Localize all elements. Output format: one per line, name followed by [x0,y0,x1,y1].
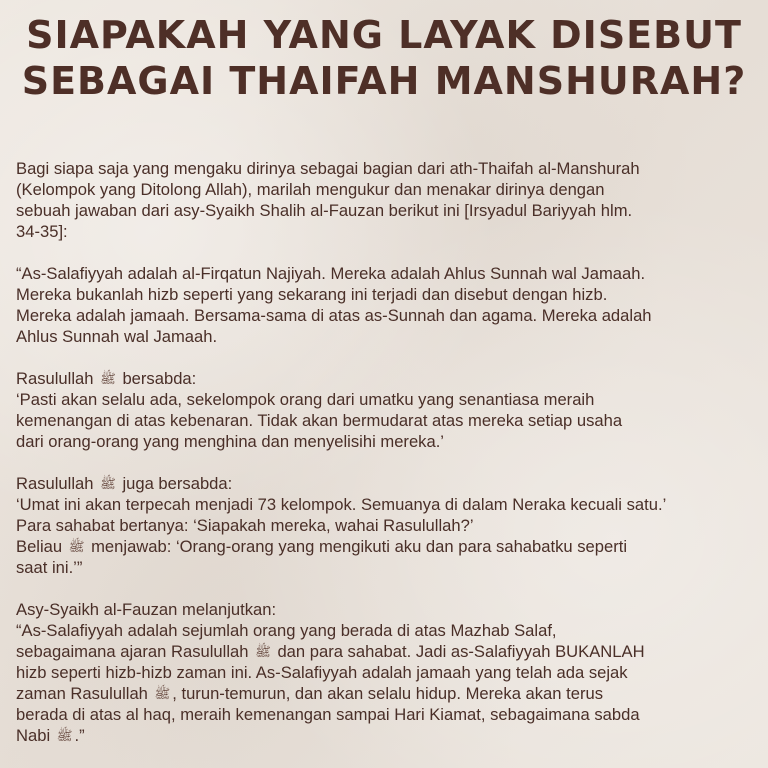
text-line: berada di atas al haq, meraih kemenangan sampai Hari Kiamat, sebagaimana sabda [16,705,640,724]
text-line [16,683,761,704]
text-line: Bagi siapa saja yang mengaku dirinya sebagai bagian dari ath-Thaifah al-Manshurah [16,159,640,178]
text-line: dari orang-orang yang menghina dan menyelisihi mereka.’ [16,432,444,451]
paragraph-hadith-2 [16,473,761,578]
text-line: Para sahabat bertanya: ‘Siapakah mereka, wahai Rasulullah?’ [16,516,474,535]
page-title [0,12,768,104]
text-line [16,641,761,662]
saw-honorific-icon: ﷺ [56,728,73,743]
text-line: ‘Umat ini akan terpecah menjadi 73 kelompok. Semuanya di dalam Neraka kecuali satu.’ [16,495,667,514]
text-line: sebuah jawaban dari asy-Syaikh Shalih al-Fauzan berikut ini [Irsyadul Bariyyah hlm. [16,201,633,220]
paragraph-intro [16,158,761,242]
text-line [16,536,761,557]
saw-honorific-icon: ﷺ [100,476,116,491]
text-fragment: dan para sahabat. Jadi as-Salafiyyah BUKANLAH [277,642,645,661]
hadith-intro [16,368,761,389]
text-line: hizb seperti hizb-hizb zaman ini. As-Salafiyyah adalah jamaah yang telah ada sejak [16,663,628,682]
text-fragment: zaman Rasulullah [16,684,148,703]
text-line: Mereka bukanlah hizb seperti yang sekarang ini terjadi dan disebut dengan hizb. [16,285,608,304]
paragraph-fauzan-continues [16,599,761,746]
text-line: saat ini.’” [16,558,83,577]
text-fragment: sebagaimana ajaran Rasulullah [16,642,249,661]
text-line: Ahlus Sunnah wal Jamaah. [16,327,218,346]
text-line: Asy-Syaikh al-Fauzan melanjutkan: [16,600,277,619]
paragraph-quote-salafiyyah [16,263,761,347]
saw-honorific-icon: ﷺ [154,686,171,701]
saw-honorific-icon: ﷺ [68,539,85,554]
saw-honorific-icon: ﷺ [255,644,271,659]
title-line-1: SIAPAKAH YANG LAYAK DISEBUT [26,13,742,57]
paragraph-hadith-1 [16,368,761,452]
text-line: “As-Salafiyyah adalah al-Firqatun Najiyah. Mereka adalah Ahlus Sunnah wal Jamaah. [16,264,646,283]
text-line: Mereka adalah jamaah. Bersama-sama di atas as-Sunnah dan agama. Mereka adalah [16,306,652,325]
text-fragment: Nabi [16,726,51,745]
title-line-2: SEBAGAI THAIFAH MANSHURAH? [21,59,747,103]
text-line [16,725,761,746]
text-line: kemenangan di atas kebenaran. Tidak akan bermudarat atas mereka setiap usaha [16,411,623,430]
text-fragment: .” [74,726,85,745]
text-fragment: Rasulullah [16,474,94,493]
text-line: (Kelompok yang Ditolong Allah), marilah mengukur dan menakar dirinya dengan [16,180,605,199]
hadith-intro [16,473,761,494]
article-body [16,158,761,746]
text-line: ‘Pasti akan selalu ada, sekelompok orang dari umatku yang senantiasa meraih [16,390,595,409]
saw-honorific-icon: ﷺ [100,371,116,386]
text-fragment: , turun-temurun, dan akan selalu hidup. Mereka akan terus [172,684,604,703]
text-fragment: Beliau [16,537,63,556]
text-fragment: Rasulullah [16,369,94,388]
text-line: 34-35]: [16,222,68,241]
text-fragment: bersabda: [122,369,197,388]
text-line: “As-Salafiyyah adalah sejumlah orang yang berada di atas Mazhab Salaf, [16,621,557,640]
text-fragment: menjawab: ‘Orang-orang yang mengikuti aku dan para sahabatku seperti [91,537,628,556]
text-fragment: juga bersabda: [122,474,233,493]
